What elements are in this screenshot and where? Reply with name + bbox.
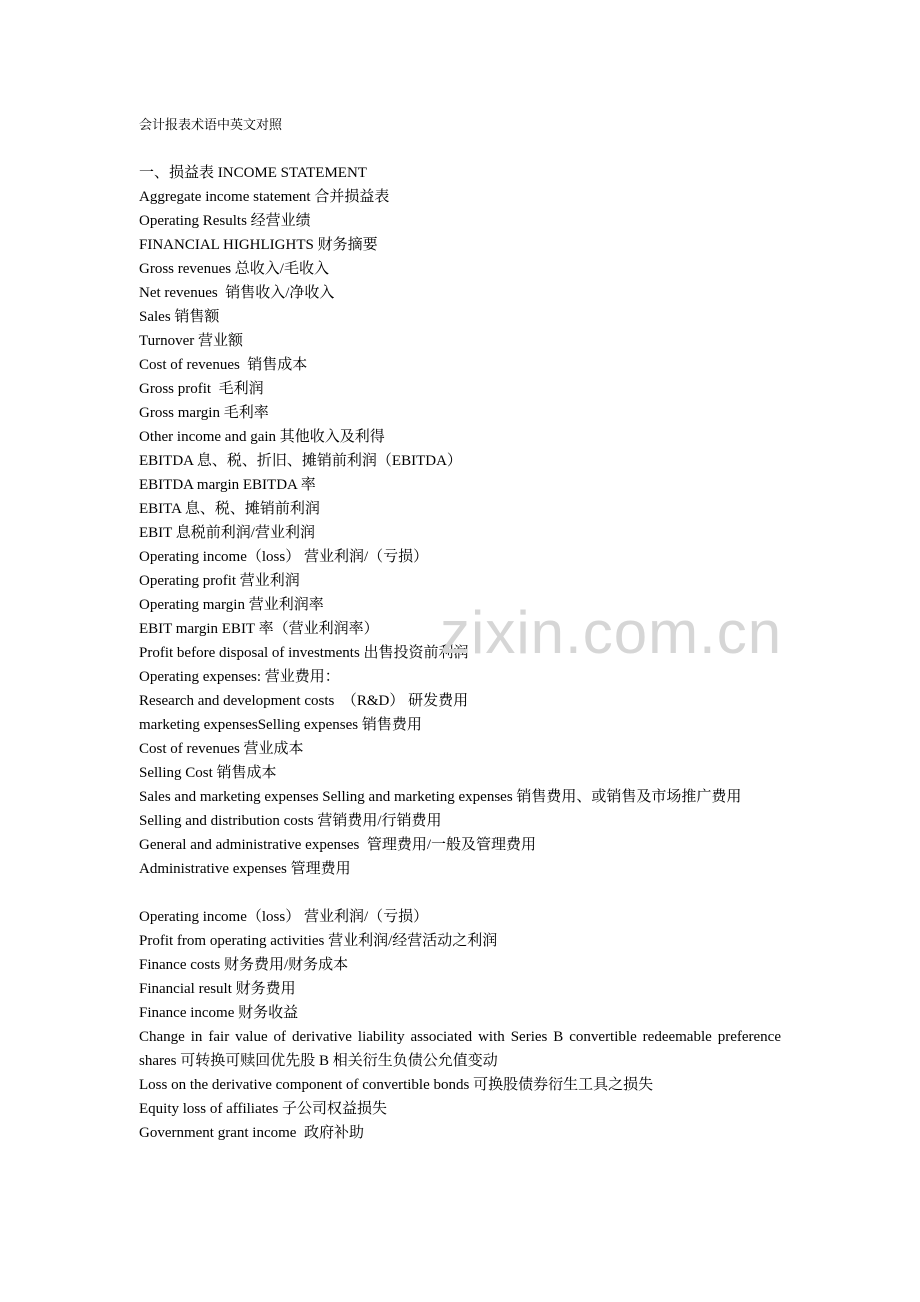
term-line: Research and development costs （R&D） 研发费用	[139, 693, 469, 709]
term-line: Equity loss of affiliates 子公司权益损失	[139, 1101, 388, 1117]
term-line: EBIT 息税前利润/营业利润	[139, 525, 315, 541]
term-line: General and administrative expenses 管理费用/一般及管理费用	[139, 837, 537, 853]
term-line: Operating margin 营业利润率	[139, 597, 324, 613]
term-line: EBIT margin EBIT 率（营业利润率）	[139, 621, 379, 637]
watermark: zixin.com.cn	[440, 599, 783, 666]
term-line: Profit from operating activities 营业利润/经营活动之利润	[139, 933, 498, 949]
term-line: Financial result 财务费用	[139, 981, 296, 997]
term-line: Gross revenues 总收入/毛收入	[139, 261, 329, 277]
term-line: Sales and marketing expenses Selling and marketing expenses 销售费用、或销售及市场推广费用	[139, 789, 742, 805]
term-line: EBITDA 息、税、折旧、摊销前利润（EBITDA）	[139, 453, 462, 469]
term-line: Selling Cost 销售成本	[139, 765, 277, 781]
term-line: Cost of revenues 营业成本	[139, 741, 304, 757]
term-line: Operating income（loss） 营业利润/（亏损）	[139, 909, 429, 925]
term-line: Cost of revenues 销售成本	[139, 357, 308, 373]
term-line: EBITDA margin EBITDA 率	[139, 477, 316, 493]
term-line: FINANCIAL HIGHLIGHTS 财务摘要	[139, 237, 378, 253]
term-line: Change in fair value of derivative liability associated with Series B convertible redeemable preference shares 可转换可赎回优先股 B 相关衍生负债公允值变动	[139, 1029, 785, 1069]
term-line: Turnover 营业额	[139, 333, 244, 349]
term-line: Aggregate income statement 合并损益表	[139, 189, 390, 205]
term-line: Sales 销售额	[139, 309, 220, 325]
term-line: Selling and distribution costs 营销费用/行销费用	[139, 813, 442, 829]
term-line: Operating Results 经营业绩	[139, 213, 311, 229]
term-line: Finance costs 财务费用/财务成本	[139, 957, 349, 973]
term-line: Administrative expenses 管理费用	[139, 861, 351, 877]
term-line: Operating income（loss） 营业利润/（亏损）	[139, 549, 429, 565]
term-line: Operating profit 营业利润	[139, 573, 300, 589]
term-line: Gross margin 毛利率	[139, 405, 269, 421]
term-line: Loss on the derivative component of convertible bonds 可换股债券衍生工具之损失	[139, 1077, 654, 1093]
term-line: Other income and gain 其他收入及利得	[139, 429, 385, 445]
term-line: Government grant income 政府补助	[139, 1125, 364, 1141]
term-line: EBITA 息、税、摊销前利润	[139, 501, 320, 517]
term-line: Net revenues 销售收入/净收入	[139, 285, 335, 301]
term-line: Finance income 财务收益	[139, 1005, 299, 1021]
section-heading: 一、损益表 INCOME STATEMENT	[139, 165, 367, 181]
document-page	[139, 113, 785, 1145]
term-line: Profit before disposal of investments 出售投资前利润	[139, 645, 469, 661]
term-line: marketing expensesSelling expenses 销售费用	[139, 717, 422, 733]
term-line: Operating expenses: 营业费用：	[139, 669, 340, 685]
blank-line	[139, 881, 781, 905]
document-title: 会计报表术语中英文对照	[139, 117, 283, 132]
blank-line	[139, 137, 781, 161]
document-body	[139, 137, 785, 1145]
term-line: Gross profit 毛利润	[139, 381, 264, 397]
